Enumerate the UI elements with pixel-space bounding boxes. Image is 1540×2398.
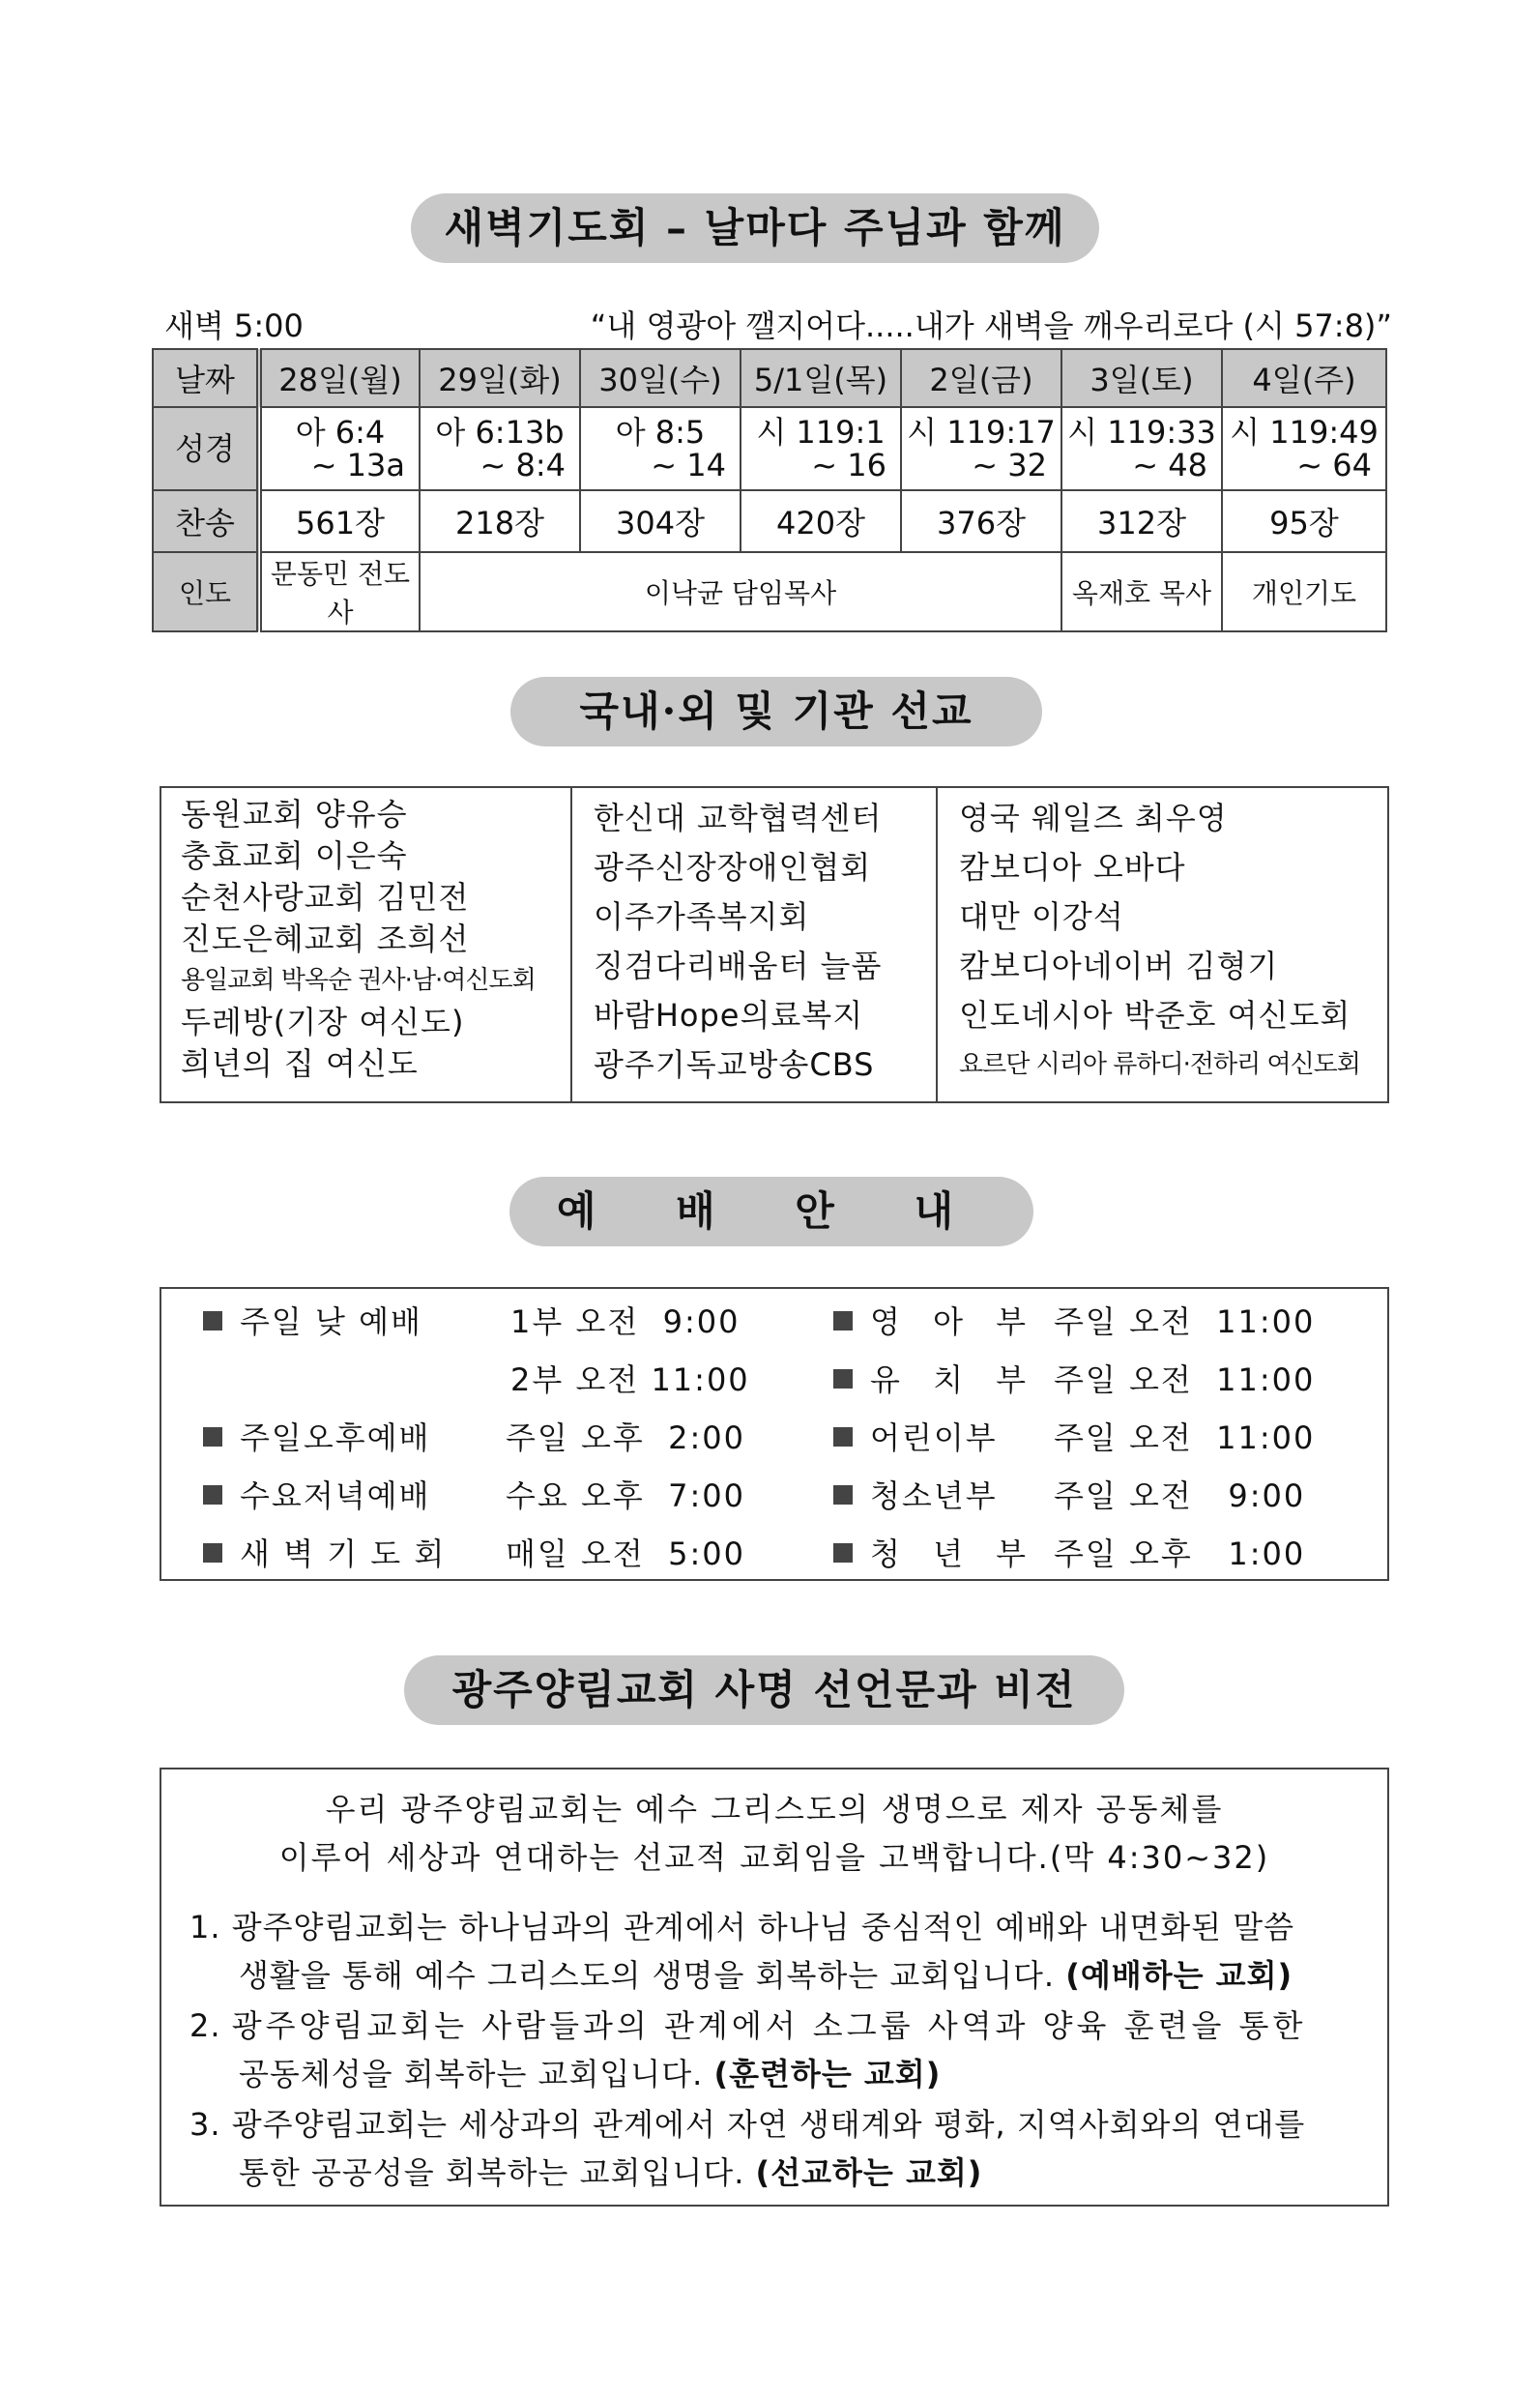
department-time: 주일 오전 9:00 xyxy=(1054,1477,1306,1514)
missions-column-domestic xyxy=(161,788,572,1101)
service-row xyxy=(203,1530,746,1572)
mission-statement-title: 광주양림교회 사명 선언문과 비전 xyxy=(404,1655,1124,1725)
department-row xyxy=(833,1414,1316,1456)
department-name: 유 치 부 xyxy=(870,1361,1038,1398)
table-row xyxy=(153,552,1386,631)
square-bullet-icon xyxy=(833,1369,853,1389)
missions-box xyxy=(160,786,1389,1103)
day-cell: 3일(토) xyxy=(1061,349,1222,407)
department-row xyxy=(833,1356,1316,1398)
square-bullet-icon xyxy=(203,1427,222,1447)
missions-column-institutions xyxy=(572,788,938,1101)
item-text: 공동체성을 회복하는 교회입니다. xyxy=(239,2056,704,2092)
square-bullet-icon xyxy=(203,1543,222,1563)
department-time: 주일 오후 1:00 xyxy=(1054,1535,1306,1572)
mission-item-3 xyxy=(189,2100,1305,2145)
mission-item-3-cont xyxy=(239,2149,982,2193)
hymn-cell: 304장 xyxy=(580,490,741,552)
mission-item-1-cont xyxy=(239,1951,1293,1996)
item-text: 광주양림교회는 사람들과의 관계에서 소그룹 사역과 양육 훈련을 통한 xyxy=(231,2007,1307,2044)
bible-cell: 시 119:49 ~ 64 xyxy=(1222,407,1386,490)
service-row xyxy=(240,1356,750,1398)
list-item: 징검다리배움터 늘품 xyxy=(594,948,883,984)
table-row xyxy=(153,407,1386,490)
service-time: 수요 오후 7:00 xyxy=(506,1477,746,1514)
service-row xyxy=(203,1298,741,1340)
square-bullet-icon xyxy=(203,1485,222,1505)
bible-cell: 아 6:13b ~ 8:4 xyxy=(420,407,580,490)
list-item: 이주가족복지회 xyxy=(594,898,810,935)
list-item: 동원교회 양유승 xyxy=(181,796,408,833)
item-number: 2. xyxy=(189,2007,221,2044)
service-time: 1부 오전 9:00 xyxy=(510,1303,741,1340)
item-text: 생활을 통해 예수 그리스도의 생명을 회복하는 교회입니다. xyxy=(239,1957,1056,1994)
hymn-cell: 95장 xyxy=(1222,490,1386,552)
mission-intro-line-2: 이루어 세상과 연대하는 선교적 교회임을 고백합니다.(막 4:30~32) xyxy=(278,1839,1270,1876)
department-time: 주일 오전 11:00 xyxy=(1054,1419,1316,1456)
dawn-schedule-table xyxy=(152,348,1387,632)
square-bullet-icon xyxy=(833,1427,853,1447)
dawn-prayer-title: 새벽기도회 – 날마다 주님과 함께 xyxy=(411,193,1099,263)
list-item: 진도은혜교회 조희선 xyxy=(181,921,470,957)
service-row xyxy=(203,1472,746,1514)
department-time: 주일 오전 11:00 xyxy=(1054,1303,1316,1340)
day-cell: 2일(금) xyxy=(901,349,1061,407)
day-cell: 5/1일(목) xyxy=(741,349,901,407)
hymn-cell: 376장 xyxy=(901,490,1061,552)
leader-cell: 옥재호 목사 xyxy=(1061,552,1222,631)
missions-column-overseas xyxy=(938,788,1387,1101)
bible-cell: 시 119:1 ~ 16 xyxy=(741,407,901,490)
mission-item-2-cont xyxy=(239,2050,941,2094)
table-row xyxy=(153,490,1386,552)
list-item: 용일교회 박옥순 권사·남·여신도회 xyxy=(181,966,536,995)
square-bullet-icon xyxy=(203,1311,222,1331)
leader-cell: 문동민 전도사 xyxy=(259,552,420,631)
list-item: 희년의 집 여신도 xyxy=(181,1045,419,1082)
missions-title: 국내·외 및 기관 선교 xyxy=(510,677,1042,746)
service-name: 수요저녁예배 xyxy=(240,1477,431,1514)
item-text: 광주양림교회는 하나님과의 관계에서 하나님 중심적인 예배와 내면화된 말씀 xyxy=(231,1909,1295,1945)
list-item: 바람Hope의료복지 xyxy=(594,997,864,1034)
department-name: 영 아 부 xyxy=(870,1303,1038,1340)
department-name: 청소년부 xyxy=(870,1477,998,1514)
hymn-cell: 561장 xyxy=(259,490,420,552)
service-time: 매일 오전 5:00 xyxy=(506,1535,746,1572)
hymn-cell: 420장 xyxy=(741,490,901,552)
list-item: 캄보디아네이버 김형기 xyxy=(959,948,1279,984)
list-item: 광주신장장애인협회 xyxy=(594,849,872,886)
list-item: 두레방(기장 여신도) xyxy=(181,1004,465,1040)
day-cell: 28일(월) xyxy=(259,349,420,407)
day-cell: 30일(수) xyxy=(580,349,741,407)
list-item: 충효교회 이은숙 xyxy=(181,837,408,874)
list-item: 인도네시아 박준호 여신도회 xyxy=(959,997,1351,1034)
department-row xyxy=(833,1472,1306,1514)
item-text: 통한 공공성을 회복하는 교회입니다. xyxy=(239,2154,745,2191)
day-cell: 29일(화) xyxy=(420,349,580,407)
hymn-cell: 312장 xyxy=(1061,490,1222,552)
department-row xyxy=(833,1298,1316,1340)
item-number: 3. xyxy=(189,2106,221,2143)
row-label-leader: 인도 xyxy=(153,552,259,631)
list-item: 광주기독교방송CBS xyxy=(594,1046,875,1083)
item-tag: (선교하는 교회) xyxy=(755,2154,983,2191)
service-name: 새 벽 기 도 회 xyxy=(240,1535,447,1572)
leader-cell: 개인기도 xyxy=(1222,552,1386,631)
department-name: 어린이부 xyxy=(870,1419,998,1456)
mission-intro-line-1: 우리 광주양림교회는 예수 그리스도의 생명으로 제자 공동체를 xyxy=(325,1791,1224,1828)
row-label-bible: 성경 xyxy=(153,407,259,490)
worship-guide-title: 예 배 안 내 xyxy=(509,1177,1033,1246)
dawn-time: 새벽 5:00 xyxy=(164,307,304,344)
bible-cell: 아 6:4 ~ 13a xyxy=(259,407,420,490)
item-tag: (훈련하는 교회) xyxy=(713,2056,942,2092)
square-bullet-icon xyxy=(833,1543,853,1563)
bible-cell: 시 119:17 ~ 32 xyxy=(901,407,1061,490)
service-time: 주일 오후 2:00 xyxy=(506,1419,746,1456)
list-item: 영국 웨일즈 최우영 xyxy=(959,800,1228,836)
service-time: 2부 오전 11:00 xyxy=(510,1361,750,1398)
bible-cell: 아 8:5 ~ 14 xyxy=(580,407,741,490)
dawn-info-line xyxy=(164,302,1392,344)
list-item: 요르단 시리아 류하디·전하리 여신도회 xyxy=(959,1050,1360,1079)
item-number: 1. xyxy=(189,1909,221,1945)
service-row xyxy=(203,1414,746,1456)
department-time: 주일 오전 11:00 xyxy=(1054,1361,1316,1398)
bible-cell: 시 119:33 ~ 48 xyxy=(1061,407,1222,490)
table-row xyxy=(153,349,1386,407)
dawn-verse: “내 영광아 깰지어다.....내가 새벽을 깨우리로다 (시 57:8)” xyxy=(590,307,1392,344)
square-bullet-icon xyxy=(833,1485,853,1505)
item-text: 광주양림교회는 세상과의 관계에서 자연 생태계와 평화, 지역사회와의 연대를 xyxy=(231,2106,1306,2143)
row-label-date: 날짜 xyxy=(153,349,259,407)
leader-cell: 이낙균 담임목사 xyxy=(420,552,1061,631)
row-label-hymn: 찬송 xyxy=(153,490,259,552)
list-item: 한신대 교학협력센터 xyxy=(594,800,883,836)
mission-item-2 xyxy=(189,2002,1306,2046)
mission-item-1 xyxy=(189,1903,1294,1947)
hymn-cell: 218장 xyxy=(420,490,580,552)
list-item: 대만 이강석 xyxy=(959,898,1124,935)
department-name: 청 년 부 xyxy=(870,1535,1038,1572)
day-cell: 4일(주) xyxy=(1222,349,1386,407)
list-item: 캄보디아 오바다 xyxy=(959,849,1186,886)
item-tag: (예배하는 교회) xyxy=(1065,1957,1293,1994)
list-item: 순천사랑교회 김민전 xyxy=(181,879,470,916)
department-row xyxy=(833,1530,1306,1572)
service-name: 주일오후예배 xyxy=(240,1419,431,1456)
service-name: 주일 낮 예배 xyxy=(240,1303,422,1340)
square-bullet-icon xyxy=(833,1311,853,1331)
